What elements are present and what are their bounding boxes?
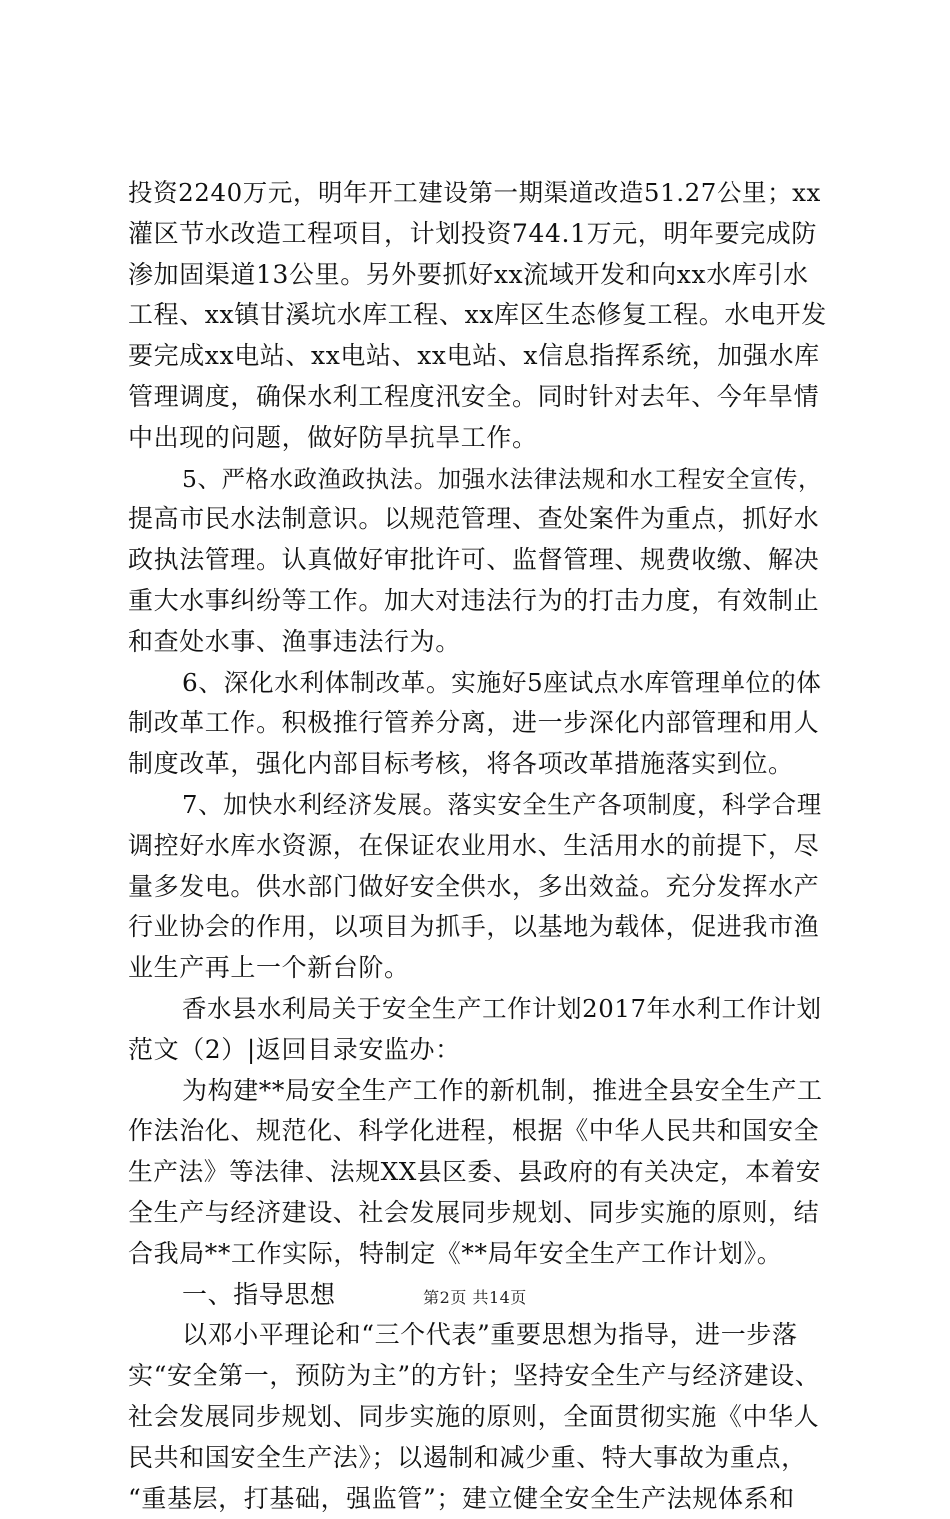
section-title-line: 香水县水利局关于安全生产工作计划2017年水利工作计划 bbox=[128, 989, 828, 1030]
text-line: 民共和国安全生产法》；以遏制和减少重、特大事故为重点， bbox=[128, 1438, 828, 1479]
text-line: 中出现的问题，做好防旱抗旱工作。 bbox=[128, 418, 828, 459]
text-line: 全生产与经济建设、社会发展同步规划、同步实施的原则，结 bbox=[128, 1193, 828, 1234]
text-line: “重基层，打基础，强监管”；建立健全安全生产法规体系和 bbox=[128, 1479, 828, 1519]
text-line: 量多发电。供水部门做好安全供水，多出效益。充分发挥水产 bbox=[128, 867, 828, 908]
text-line: 调控好水库水资源，在保证农业用水、生活用水的前提下，尽 bbox=[128, 826, 828, 867]
text-line: 提高市民水法制意识。以规范管理、查处案件为重点，抓好水 bbox=[128, 499, 828, 540]
text-line: 行业协会的作用，以项目为抓手，以基地为载体，促进我市渔 bbox=[128, 907, 828, 948]
text-line: 重大水事纠纷等工作。加大对违法行为的打击力度，有效制止 bbox=[128, 581, 828, 622]
text-line: 业生产再上一个新台阶。 bbox=[128, 948, 828, 989]
section-title-line: 范文（2）|返回目录安监办： bbox=[128, 1030, 828, 1071]
text-line: 社会发展同步规划、同步实施的原则，全面贯彻实施《中华人 bbox=[128, 1397, 828, 1438]
text-line: 生产法》等法律、法规XX县区委、县政府的有关决定，本着安 bbox=[128, 1152, 828, 1193]
text-line: 作法治化、规范化、科学化进程，根据《中华人民共和国安全 bbox=[128, 1111, 828, 1152]
text-line: 制度改革，强化内部目标考核，将各项改革措施落实到位。 bbox=[128, 744, 828, 785]
heading-line: 一、指导思想 bbox=[128, 1275, 828, 1316]
text-line: 灌区节水改造工程项目，计划投资744.1万元，明年要完成防 bbox=[128, 214, 828, 255]
document-body bbox=[128, 173, 828, 1519]
text-line: 政执法管理。认真做好审批许可、监督管理、规费收缴、解决 bbox=[128, 540, 828, 581]
text-line: 要完成xx电站、xx电站、xx电站、x信息指挥系统，加强水库 bbox=[128, 336, 828, 377]
text-line: 渗加固渠道13公里。另外要抓好xx流域开发和向xx水库引水 bbox=[128, 255, 828, 296]
paragraph-start-line: 以邓小平理论和“三个代表”重要思想为指导，进一步落 bbox=[128, 1315, 828, 1356]
paragraph-start-line: 7、加快水利经济发展。落实安全生产各项制度，科学合理 bbox=[128, 785, 828, 826]
paragraph-start-line: 5、严格水政渔政执法。加强水法律法规和水工程安全宣传， bbox=[128, 459, 828, 500]
text-line: 实“安全第一，预防为主”的方针；坚持安全生产与经济建设、 bbox=[128, 1356, 828, 1397]
text-line: 工程、xx镇甘溪坑水库工程、xx库区生态修复工程。水电开发 bbox=[128, 295, 828, 336]
paragraph-start-line: 6、深化水利体制改革。实施好5座试点水库管理单位的体 bbox=[128, 663, 828, 704]
text-line: 合我局**工作实际，特制定《**局年安全生产工作计划》。 bbox=[128, 1234, 828, 1275]
text-line: 和查处水事、渔事违法行为。 bbox=[128, 622, 828, 663]
text-line: 制改革工作。积极推行管养分离，进一步深化内部管理和用人 bbox=[128, 703, 828, 744]
text-line: 投资2240万元，明年开工建设第一期渠道改造51.27公里；xx bbox=[128, 173, 828, 214]
text-line: 管理调度，确保水利工程度汛安全。同时针对去年、今年旱情 bbox=[128, 377, 828, 418]
paragraph-start-line: 为构建**局安全生产工作的新机制，推进全县安全生产工 bbox=[128, 1071, 828, 1112]
page-number-footer: 第2页 共14页 bbox=[0, 1285, 950, 1308]
